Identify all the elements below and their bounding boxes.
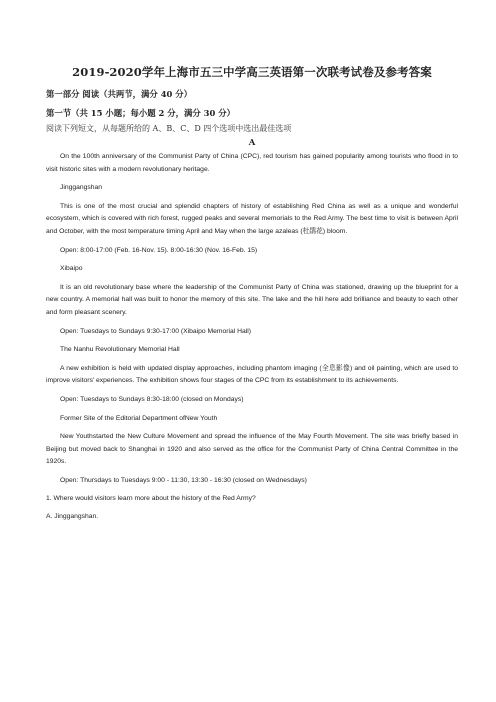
part-heading: 第一部分 阅读（共两节，满分 40 分） — [46, 89, 193, 99]
question-1-option-a: A. Jinggangshan. — [46, 513, 99, 521]
site-name-new-youth: Former Site of the Editorial Department ofNew Youth — [60, 414, 218, 422]
document-title: 2019-2020学年上海市五三中学高三英语第一次联考试卷及参考答案 — [72, 65, 432, 79]
site-hours-nanhu: Open: Tuesdays to Sundays 8:30-18:00 (closed on Mondays) — [60, 395, 244, 403]
site-name-jinggangshan: Jinggangshan — [60, 184, 103, 192]
intro-paragraph: On the 100th anniversary of the Communist Party of China (CPC), red tourism has gained popularity among tourists who flood in to visit historic sites with a modern revolutionary heritage. — [46, 153, 458, 173]
question-1: 1. Where would visitors learn more about the history of the Red Army? — [46, 495, 256, 503]
instruction-text: 阅读下列短文，从每题所给的 A、B、C、D 四个选项中选出最佳选项 — [46, 124, 292, 133]
site-name-nanhu: The Nanhu Revolutionary Memorial Hall — [60, 346, 180, 354]
site-desc-xibaipo: It is an old revolutionary base where the leadership of the Communist Party of China was stationed, drawing up the blueprint for a new country. A memorial hall was built to honor the memory of this site. The lake and the hill here add brilliance and beauty to each other and form pleasant scenery. — [46, 283, 458, 316]
site-desc-nanhu: A new exhibition is held with updated display approaches, including phantom imaging (全息影像) and oil painting, which are used to improve visitors' experiences. The exhibition shows four stages of the CPC from its establishment to its achievements. — [46, 364, 458, 385]
site-hours-jinggangshan: Open: 8:00-17:00 (Feb. 16-Nov. 15). 8:00-16:30 (Nov. 16-Feb. 15) — [60, 246, 258, 254]
site-hours-xibaipo: Open: Tuesdays to Sundays 9:30-17:00 (Xibaipo Memorial Hall) — [60, 327, 251, 335]
section-heading: 第一节（共 15 小题；每小题 2 分，满分 30 分） — [46, 108, 236, 118]
site-name-xibaipo: Xibaipo — [60, 265, 83, 273]
site-hours-new-youth: Open: Thursdays to Tuesdays 9:00 - 11:30, 13:30 - 16:30 (closed on Wednesdays) — [60, 476, 307, 484]
passage-label: A — [248, 137, 256, 147]
site-desc-new-youth: New Youthstarted the New Culture Movement and spread the influence of the May Fourth Movement. The site was briefly based in Beijing but moved back to Shanghai in 1920 and also served as the office for the Communist Party of China Central Committee in the 1920s. — [46, 433, 458, 466]
site-desc-jinggangshan: This is one of the most crucial and splendid chapters of history of establishing Red China as well as a unique and wonderful ecosystem, which is covered with rich forest, rugged peaks and several memorials to the Red Army. The best time to visit is between April and October, with the most temperature timing April and May when the large azaleas (杜鹃花) bloom. — [46, 202, 458, 235]
